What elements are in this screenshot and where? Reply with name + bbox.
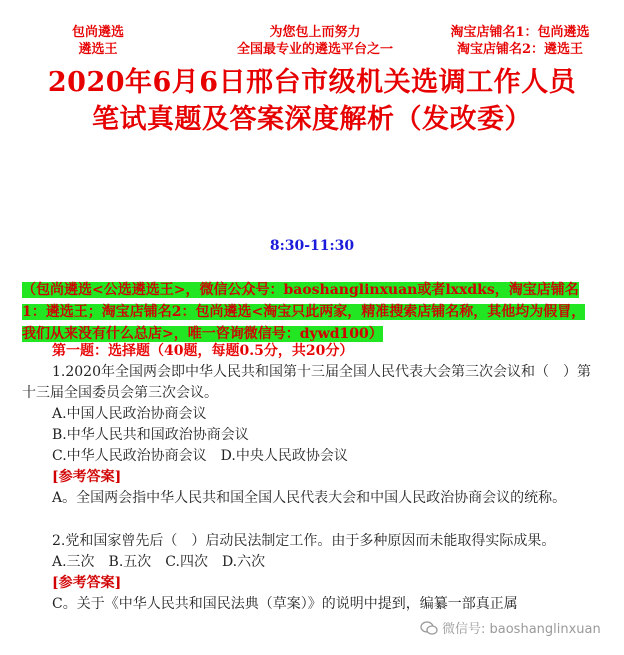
question-1-answer-label: [参考答案] <box>52 469 122 485</box>
section-heading: 第一题：选择题（40题，每题0.5分，共20分） <box>52 343 354 359</box>
promo-notice <box>22 279 596 345</box>
header-middle-line2: 全国最专业的遴选平台之一 <box>236 42 393 57</box>
header-middle-line1: 为您包上而努力 <box>269 25 361 40</box>
question-2: 2.党和国家曾先后（ ）启动民法制定工作。由于多种原因而未能取得实际成果。 <box>52 533 556 549</box>
promo-notice-text: （包尚遴选<公选遴选王>，微信公众号：baoshanglinxuan或者lxxdks，淘宝店铺名1：遴选王；淘宝店铺名2：包尚遴选<淘宝只此两家，精准搜索店铺名称，其他均为假冒，我们从来没有什么总店>，唯一咨询微信号：dywd100） <box>22 282 586 342</box>
question-1-explanation: A。全国两会指中华人民共和国全国人民代表大会和中国人民政治协商会议的统称。 <box>52 490 567 506</box>
watermark-text: 微信号: baoshanglinxuan <box>442 622 601 637</box>
header-right-line2: 淘宝店铺名2：遴选王 <box>456 42 584 57</box>
question-1-option-a: A.中国人民政治协商会议 <box>52 406 207 422</box>
question-2-explanation: C。关于《中华人民共和国民法典（草案）》的说明中提到，编纂一部真正属 <box>52 596 518 612</box>
header-left <box>48 24 148 58</box>
wechat-watermark <box>420 618 601 637</box>
header-middle <box>190 24 440 58</box>
spacer <box>22 509 592 531</box>
question-1: 1.2020年全国两会即中华人民共和国第十三届全国人民代表大会第三次会议和（ ）第十三届全国委员会第三次会议。 <box>22 364 591 401</box>
question-1-option-b: B.中华人民共和国政治协商会议 <box>52 427 249 443</box>
wechat-icon <box>420 620 438 636</box>
document-title-line2: 笔试真题及答案深度解析（发改委） <box>92 104 532 135</box>
document-body <box>22 341 592 615</box>
question-2-answer-label: [参考答案] <box>52 575 122 591</box>
document-title-line1: 2020年6月6日邢台市级机关选调工作人员 <box>47 67 577 98</box>
header-right-line1: 淘宝店铺名1：包尚遴选 <box>450 25 590 40</box>
question-2-options: A.三次 B.五次 C.四次 D.六次 <box>52 554 266 570</box>
header-right <box>430 24 610 58</box>
exam-time: 8:30-11:30 <box>269 238 355 254</box>
header-left-line2: 遴选王 <box>78 42 118 57</box>
question-1-options-c-d: C.中华人民政治协商会议 D.中央人民政协会议 <box>52 448 348 464</box>
header-left-line1: 包尚遴选 <box>71 25 124 40</box>
